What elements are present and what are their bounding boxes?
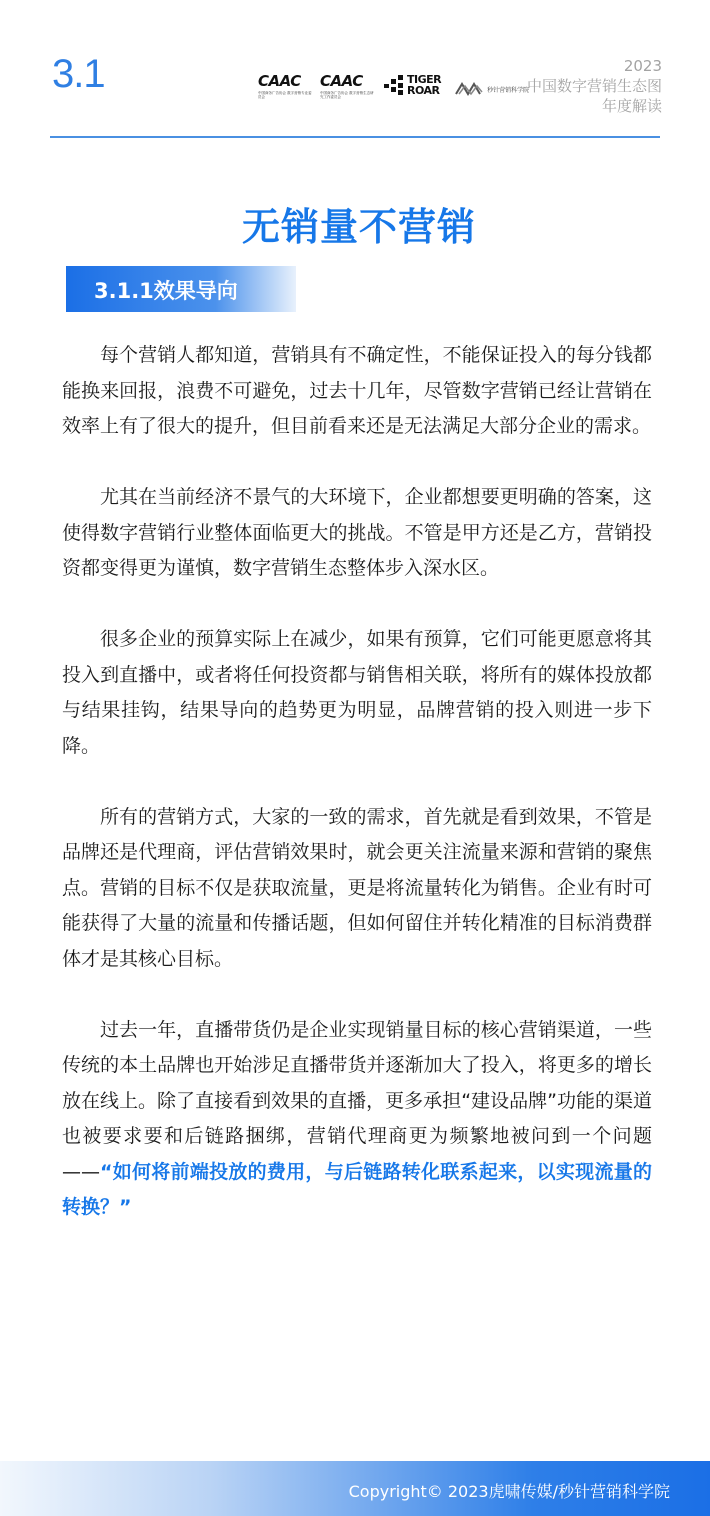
- article-body: [62, 338, 652, 1261]
- caac-logo-ecosystem: [320, 74, 374, 105]
- report-subtitle: 年度解读: [601, 97, 662, 115]
- miaozhen-wave-icon: [455, 80, 483, 96]
- miaozhen-logo: [455, 80, 529, 96]
- tiger-roar-line2: ROAR: [407, 84, 440, 97]
- caac-logo-name: CAAC: [320, 72, 363, 90]
- subsection-title: 3.1.1效果导向: [94, 279, 238, 303]
- copyright-text: Copyright© 2023虎啸传媒/秒针营销科学院: [348, 1482, 670, 1501]
- highlighted-question: “如何将前端投放的费用，与后链路转化联系起来，以实现流量的转换？”: [62, 1160, 652, 1218]
- caac-logo-digital-marketing: [258, 74, 312, 105]
- footer-bar: [0, 1461, 710, 1516]
- tiger-roar-logo: [384, 74, 441, 96]
- tiger-roar-mark-icon: [384, 75, 404, 95]
- paragraph: 每个营销人都知道，营销具有不确定性，不能保证投入的每分钱都能换来回报，浪费不可避免，过去十几年，尽管数字营销已经让营销在效率上有了很大的提升，但目前看来还是无法满足大部分企业的需求。: [62, 344, 652, 437]
- paragraph-text: 过去一年，直播带货仍是企业实现销量目标的核心营销渠道，一些传统的本土品牌也开始涉足直播带货并逐渐加大了投入，将更多的增长放在线上。除了直接看到效果的直播，更多承担“建设品牌”功能的渠道也被要求要和后链路捆绑，营销代理商更为频繁地被问到一个问题——: [62, 1018, 652, 1183]
- report-label: [527, 56, 662, 116]
- page-title: 无销量不营销: [241, 205, 476, 249]
- paragraph: 所有的营销方式，大家的一致的需求，首先就是看到效果，不管是品牌还是代理商，评估营销效果时，就会更关注流量来源和营销的聚焦点。营销的目标不仅是获取流量，更是将流量转化为销售。企业有时可能获得了大量的流量和传播话题，但如何留住并转化精准的目标消费群体才是其核心目标。: [62, 805, 652, 970]
- tiger-roar-line1: TIGER: [407, 73, 442, 86]
- report-year: 2023: [623, 57, 662, 75]
- paragraph: 很多企业的预算实际上在减少，如果有预算，它们可能更愿意将其投入到直播中，或者将任何投资都与销售相关联，将所有的媒体投放都与结果挂钩，结果导向的趋势更为明显，品牌营销的投入则进一步下降。: [62, 628, 652, 757]
- header-divider: [50, 136, 660, 138]
- subsection-banner: [66, 266, 296, 312]
- caac-logo-name: CAAC: [258, 72, 301, 90]
- miaozhen-name: 秒针营销科学院: [487, 87, 530, 94]
- partner-logos: [258, 74, 529, 114]
- caac-logo-subtitle: 中国商务广告协会 数字营销生态研究工作委员会: [320, 91, 374, 99]
- paragraph-last: [62, 1013, 652, 1226]
- section-number: 3.1: [52, 52, 105, 96]
- caac-logo-subtitle: 中国商务广告协会 数字营销专业委员会: [258, 91, 312, 99]
- report-title: 中国数字营销生态图: [526, 77, 662, 95]
- paragraph: 尤其在当前经济不景气的大环境下，企业都想要更明确的答案，这使得数字营销行业整体面临更大的挑战。不管是甲方还是乙方，营销投资都变得更为谨慎，数字营销生态整体步入深水区。: [62, 486, 652, 579]
